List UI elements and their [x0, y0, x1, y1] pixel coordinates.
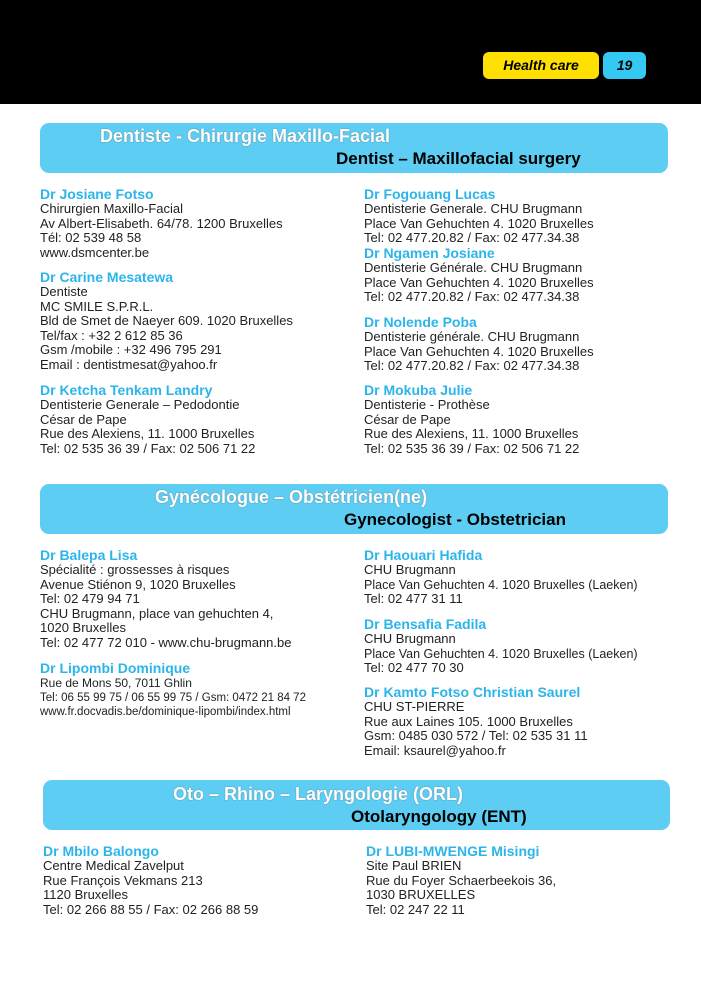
entry-line: Bld de Smet de Naeyer 609. 1020 Bruxelles — [40, 313, 293, 329]
list-item — [364, 245, 594, 305]
entry-line: Tel/fax : +32 2 612 85 36 — [40, 327, 183, 343]
entry-line: Tel: 02 477.20.82 / Fax: 02 477.34.38 — [364, 358, 580, 374]
doctor-name: Dr Lipombi Dominique — [40, 660, 191, 676]
entry-line: Rue de Mons 50, 7011 Ghlin — [40, 676, 192, 690]
section-banner-gynecology — [40, 484, 668, 534]
entry-line: Avenue Stiénon 9, 1020 Bruxelles — [40, 576, 236, 592]
entry-line: Spécialité : grossesses à risques — [40, 562, 230, 577]
section-tag: Health care — [483, 52, 599, 79]
doctor-name: Dr Josiane Fotso — [40, 186, 154, 202]
section-title-en: Dentist – Maxillofacial surgery — [336, 149, 581, 168]
entry-line: Chirurgien Maxillo-Facial — [40, 201, 184, 216]
entry-line: CHU Brugmann — [364, 631, 456, 646]
doctor-name: Dr Kamto Fotso Christian Saurel — [364, 684, 581, 700]
entry-line: Place Van Gehuchten 4. 1020 Bruxelles — [364, 343, 594, 359]
entry-line: Email: ksaurel@yahoo.fr — [364, 742, 506, 758]
doctor-name: Dr Haouari Hafida — [364, 547, 483, 563]
entry-line: Place Van Gehuchten 4. 1020 Bruxelles (Laeken) — [364, 646, 638, 661]
entry-line: Tel: 02 477 31 11 — [364, 591, 463, 607]
section-title-fr: Dentiste - Chirurgie Maxillo-Facial — [100, 126, 391, 146]
entry-line: Tel: 02 477.20.82 / Fax: 02 477.34.38 — [364, 289, 580, 305]
doctor-name: Dr Fogouang Lucas — [364, 186, 496, 202]
entry-line: Gsm /mobile : +32 496 795 291 — [40, 342, 222, 358]
section-title-fr: Gynécologue – Obstétricien(ne) — [155, 487, 428, 507]
entry-line: Dentiste — [40, 284, 88, 299]
entry-line: Place Van Gehuchten 4. 1020 Bruxelles (Laeken) — [364, 577, 638, 592]
entry-line: Place Van Gehuchten 4. 1020 Bruxelles — [364, 215, 594, 231]
entry-line: César de Pape — [40, 411, 127, 427]
list-item — [364, 186, 594, 246]
doctor-name: Dr Nolende Poba — [364, 314, 477, 330]
entry-line: Tel: 02 477 72 010 - www.chu-brugmann.be — [40, 634, 292, 650]
entry-line: Tel: 02 535 36 39 / Fax: 02 506 71 22 — [40, 440, 256, 456]
list-item — [40, 186, 283, 260]
entry-line: Tel: 02 477 70 30 — [364, 660, 464, 676]
list-item — [40, 660, 306, 720]
entry-line: 1020 Bruxelles — [40, 620, 126, 636]
doctor-name: Dr Ketcha Tenkam Landry — [40, 382, 213, 398]
entry-line: 1030 BRUXELLES — [366, 887, 476, 903]
entry-line: Rue aux Laines 105. 1000 Bruxelles — [364, 713, 573, 729]
list-item — [40, 382, 255, 456]
entry-line: Email : dentistmesat@yahoo.fr — [40, 356, 218, 372]
doctor-name: Dr Carine Mesatewa — [40, 269, 174, 285]
section-banner-ent — [43, 780, 670, 830]
entry-line: Tél: 02 539 48 58 — [40, 230, 142, 246]
section-banner-dentist — [40, 123, 668, 173]
doctor-name: Dr Bensafia Fadila — [364, 616, 487, 632]
section-title-en: Otolaryngology (ENT) — [351, 807, 527, 826]
entry-line: CHU ST-PIERRE — [364, 699, 465, 714]
section-title-en: Gynecologist - Obstetrician — [344, 510, 566, 529]
entry-line: Gsm: 0485 030 572 / Tel: 02 535 31 11 — [364, 728, 588, 744]
entry-line: Tel: 06 55 99 75 / 06 55 99 75 / Gsm: 0472 21 84 72 — [40, 691, 306, 704]
entry-line: CHU Brugmann — [364, 562, 456, 577]
entry-line: www.fr.docvadis.be/dominique-lipombi/index.html — [40, 706, 291, 719]
list-item — [43, 843, 258, 917]
doctor-name: Dr Mbilo Balongo — [43, 843, 159, 859]
entry-line: Centre Medical Zavelput — [43, 858, 184, 873]
entry-line: Site Paul BRIEN — [366, 858, 462, 873]
entry-line: Rue François Vekmans 213 — [43, 872, 203, 888]
entry-line: Dentisterie générale. CHU Brugmann — [364, 329, 580, 344]
doctor-name: Dr Ngamen Josiane — [364, 245, 495, 261]
entry-line: Dentisterie Générale. CHU Brugmann — [364, 260, 583, 275]
entry-line: Tel: 02 479 94 71 — [40, 591, 140, 607]
entry-line: Rue du Foyer Schaerbeekois 36, — [366, 872, 557, 888]
doctor-name: Dr Balepa Lisa — [40, 547, 138, 563]
entry-line: Place Van Gehuchten 4. 1020 Bruxelles — [364, 274, 594, 290]
section-title-fr: Oto – Rhino – Laryngologie (ORL) — [173, 784, 463, 804]
entry-line: Tel: 02 247 22 11 — [366, 901, 465, 917]
list-item — [364, 314, 594, 374]
list-item — [366, 843, 556, 917]
entry-line: www.dsmcenter.be — [40, 244, 150, 260]
entry-line: César de Pape — [364, 411, 451, 427]
entry-line: Tel: 02 535 36 39 / Fax: 02 506 71 22 — [364, 440, 580, 456]
entry-line: MC SMILE S.P.R.L. — [40, 298, 154, 314]
list-item — [364, 616, 638, 676]
list-item — [364, 547, 638, 607]
list-item — [40, 269, 293, 373]
list-item — [364, 684, 588, 758]
entry-line: Av Albert-Elisabeth. 64/78. 1200 Bruxelles — [40, 215, 283, 231]
list-item — [40, 547, 292, 651]
doctor-name: Dr Mokuba Julie — [364, 382, 473, 398]
entry-line: Dentisterie - Prothèse — [364, 397, 490, 412]
doctor-name: Dr LUBI-MWENGE Misingi — [366, 843, 540, 859]
list-item — [364, 382, 579, 456]
entry-line: 1120 Bruxelles — [43, 887, 129, 903]
entry-line: Rue des Alexiens, 11. 1000 Bruxelles — [364, 426, 579, 442]
entry-line: Dentisterie Generale – Pedodontie — [40, 397, 240, 412]
entry-line: Dentisterie Generale. CHU Brugmann — [364, 201, 583, 216]
entry-line: Tel: 02 477.20.82 / Fax: 02 477.34.38 — [364, 230, 580, 246]
entry-line: CHU Brugmann, place van gehuchten 4, — [40, 605, 274, 621]
page-number: 19 — [603, 52, 646, 79]
entry-line: Tel: 02 266 88 55 / Fax: 02 266 88 59 — [43, 901, 259, 917]
entry-line: Rue des Alexiens, 11. 1000 Bruxelles — [40, 426, 255, 442]
